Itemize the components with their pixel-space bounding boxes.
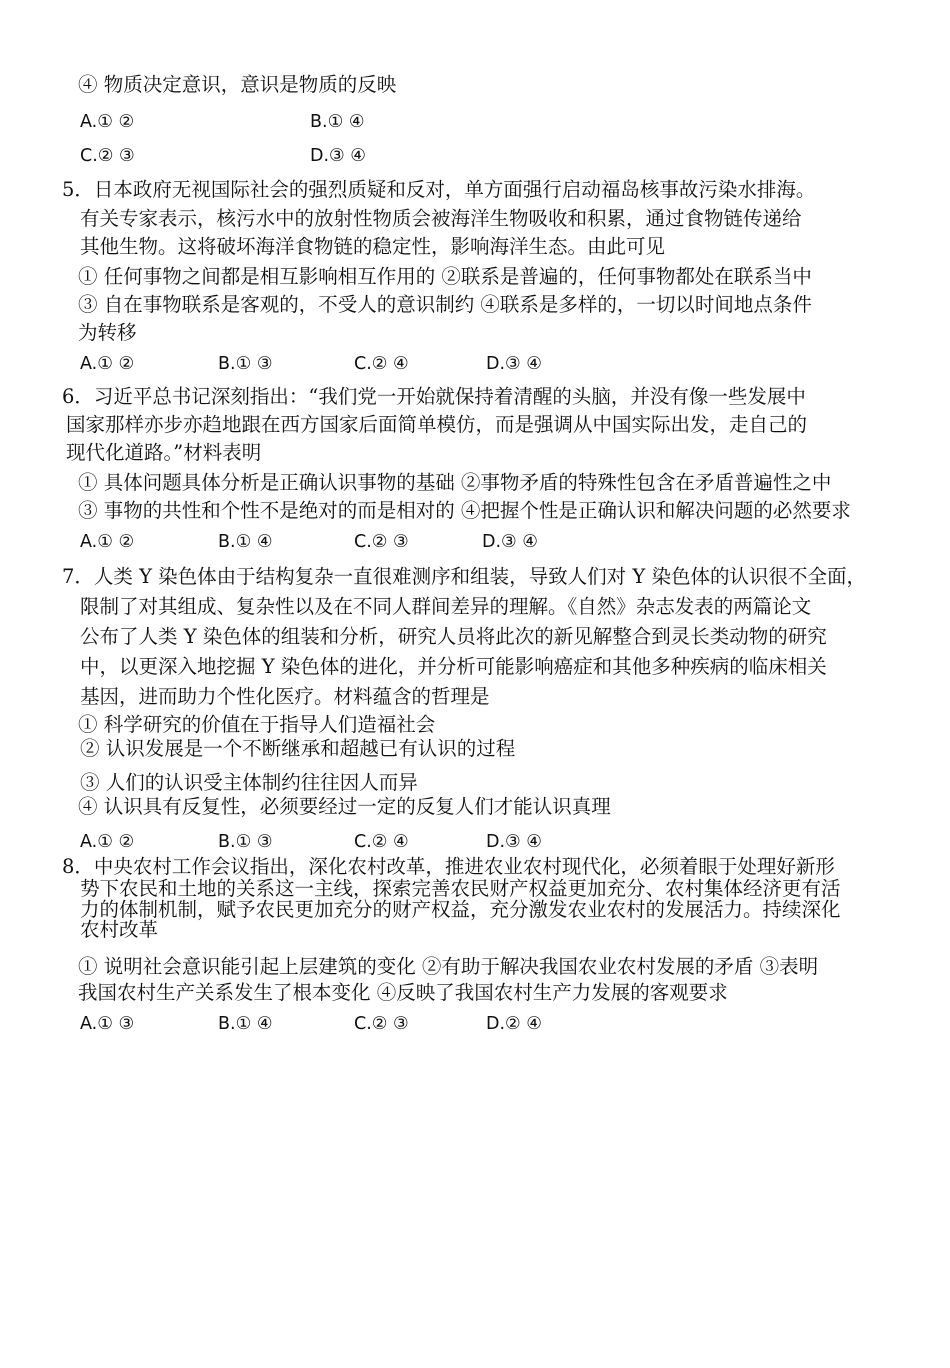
q8-option-b[interactable]: B.① ④ <box>218 1014 273 1034</box>
q7-stem-line-3: 公布了人类 Y 染色体的组装和分析，研究人员将此次的新见解整合到灵长类动物的研究 <box>80 625 827 648</box>
q7-stem-line-1: 7．人类 Y 染色体由于结构复杂一直很难测序和组装，导致人们对 Y 染色体的认识很不全面， <box>62 565 866 588</box>
q8-stem-line-3: 力的体制机制，赋予农民更加充分的财产权益，充分激发农业农村的发展活力。持续深化 <box>80 898 841 921</box>
q8-stem-line-1: 8．中央农村工作会议指出，深化农村改革，推进农业农村现代化，必须着眼于处理好新形 <box>62 855 835 878</box>
q5-statements-3-4: ③ 自在事物联系是客观的，不受人的意识制约 ④联系是多样的，一切以时间地点条件 <box>78 293 812 316</box>
q6-option-c[interactable]: C.② ③ <box>354 532 409 552</box>
q5-stem-line-2: 有关专家表示，核污水中的放射性物质会被海洋生物吸收和积累，通过食物链传递给 <box>80 207 802 230</box>
q7-option-c[interactable]: C.② ④ <box>354 832 409 852</box>
q4-option-b[interactable]: B.① ④ <box>310 112 365 132</box>
q6-stem-line-1: 6．习近平总书记深刻指出：“我们党一开始就保持着清醒的头脑，并没有像一些发展中 <box>62 385 806 408</box>
q5-option-a[interactable]: A.① ② <box>80 354 135 374</box>
q5-statements-1-2: ① 任何事物之间都是相互影响相互作用的 ②联系是普遍的，任何事物都处在联系当中 <box>78 265 812 288</box>
q8-option-c[interactable]: C.② ③ <box>354 1014 409 1034</box>
q7-statement-3: ③ 人们的认识受主体制约往往因人而异 <box>80 771 418 794</box>
q4-option-d[interactable]: D.③ ④ <box>310 146 366 166</box>
q4-option-c[interactable]: C.② ③ <box>80 146 135 166</box>
q7-statement-1: ① 科学研究的价值在于指导人们造福社会 <box>78 713 436 736</box>
q6-statements-3-4: ③ 事物的共性和个性不是绝对的而是相对的 ④把握个性是正确认识和解决问题的必然要求 <box>78 499 851 522</box>
q8-statements-1-3: ① 说明社会意识能引起上层建筑的变化 ②有助于解决我国农业农村发展的矛盾 ③表明 <box>78 955 819 978</box>
q5-statement-4-cont: 为转移 <box>78 321 137 344</box>
q7-option-a[interactable]: A.① ② <box>80 832 135 852</box>
q6-stem-line-3: 现代化道路。”材料表明 <box>66 441 262 464</box>
q7-stem-line-2: 限制了对其组成、复杂性以及在不同人群间差异的理解。《自然》杂志发表的两篇论文 <box>80 595 812 618</box>
q8-stem-line-4: 农村改革 <box>80 918 159 941</box>
q5-option-c[interactable]: C.② ④ <box>354 354 409 374</box>
q6-option-d[interactable]: D.③ ④ <box>482 532 538 552</box>
q8-option-a[interactable]: A.① ③ <box>80 1014 135 1034</box>
q5-option-d[interactable]: D.③ ④ <box>486 354 542 374</box>
q6-option-b[interactable]: B.① ④ <box>218 532 273 552</box>
q7-option-b[interactable]: B.① ③ <box>218 832 273 852</box>
q7-option-d[interactable]: D.③ ④ <box>486 832 542 852</box>
q8-option-d[interactable]: D.② ④ <box>486 1014 542 1034</box>
q7-statement-4: ④ 认识具有反复性，必须要经过一定的反复人们才能认识真理 <box>78 795 611 818</box>
q6-option-a[interactable]: A.① ② <box>80 532 135 552</box>
q5-stem-line-3: 其他生物。这将破坏海洋食物链的稳定性，影响海洋生态。由此可见 <box>80 235 666 258</box>
q5-option-b[interactable]: B.① ③ <box>218 354 273 374</box>
q7-stem-line-5: 基因，进而助力个性化医疗。材料蕴含的哲理是 <box>80 685 490 708</box>
q4-statement-4: ④ 物质决定意识，意识是物质的反映 <box>78 73 397 96</box>
q6-statements-1-2: ① 具体问题具体分析是正确认识事物的基础 ②事物矛盾的特殊性包含在矛盾普遍性之中 <box>78 471 832 494</box>
q5-stem-line-1: 5．日本政府无视国际社会的强烈质疑和反对，单方面强行启动福岛核事故污染水排海。 <box>62 178 816 201</box>
q8-statements-3-4: 我国农村生产关系发生了根本变化 ④反映了我国农村生产力发展的客观要求 <box>78 981 728 1004</box>
q7-statement-2: ② 认识发展是一个不断继承和超越已有认识的过程 <box>80 737 516 760</box>
q8-stem-line-2: 势下农民和土地的关系这一主线，探索完善农民财产权益更加充分、农村集体经济更有活 <box>80 877 841 900</box>
q7-stem-line-4: 中，以更深入地挖掘 Y 染色体的进化，并分析可能影响癌症和其他多种疾病的临床相关 <box>80 655 827 678</box>
q4-option-a[interactable]: A.① ② <box>80 112 135 132</box>
q6-stem-line-2: 国家那样亦步亦趋地跟在西方国家后面简单模仿，而是强调从中国实际出发，走自己的 <box>66 413 808 436</box>
